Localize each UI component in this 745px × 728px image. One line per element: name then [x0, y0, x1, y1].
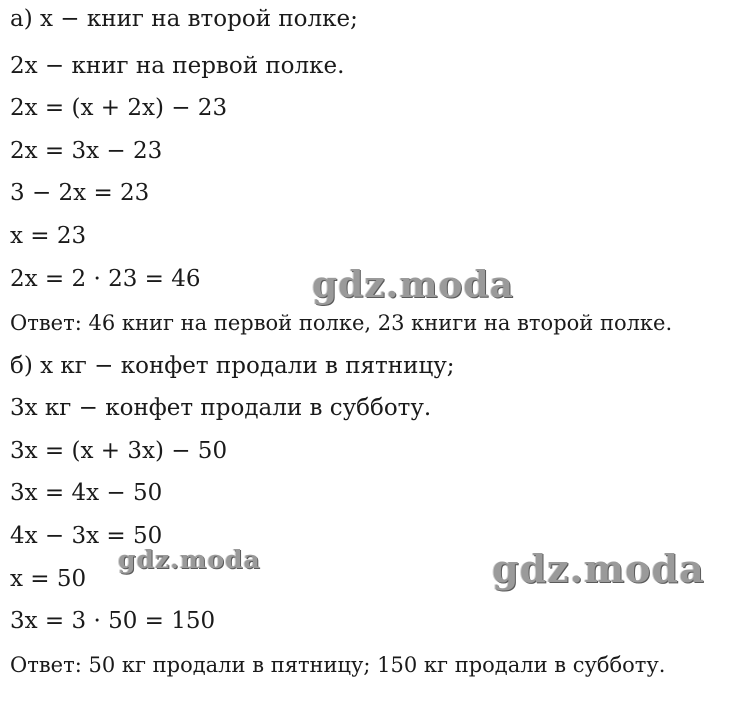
line-b-equation-3: 4x − 3x = 50 [10, 523, 163, 549]
line-a-equation-4: x = 23 [10, 223, 87, 249]
line-a-equation-2: 2x = 3x − 23 [10, 138, 163, 164]
line-b-equation-4: x = 50 [10, 566, 87, 592]
line-a-definition-second-shelf: а) x − книг на второй полке; [10, 6, 358, 32]
line-b-equation-2: 3x = 4x − 50 [10, 480, 163, 506]
watermark-logo: gdz.moda [118, 545, 261, 574]
line-b-equation-5: 3x = 3 · 50 = 150 [10, 608, 216, 634]
watermark-logo: gdz.moda [312, 264, 514, 306]
line-b-answer: Ответ: 50 кг продали в пятницу; 150 кг продали в субботу. [10, 653, 666, 677]
line-b-definition-friday: б) x кг − конфет продали в пятницу; [10, 353, 455, 379]
line-b-equation-1: 3x = (x + 3x) − 50 [10, 438, 228, 464]
line-a-equation-5: 2x = 2 · 23 = 46 [10, 266, 201, 292]
line-b-definition-saturday: 3x кг − конфет продали в субботу. [10, 395, 432, 421]
watermark-logo: gdz.moda [492, 546, 705, 591]
line-a-equation-1: 2x = (x + 2x) − 23 [10, 95, 228, 121]
line-a-definition-first-shelf: 2x − книг на первой полке. [10, 53, 345, 79]
line-a-answer: Ответ: 46 книг на первой полке, 23 книги на второй полке. [10, 311, 673, 335]
line-a-equation-3: 3 − 2x = 23 [10, 180, 150, 206]
